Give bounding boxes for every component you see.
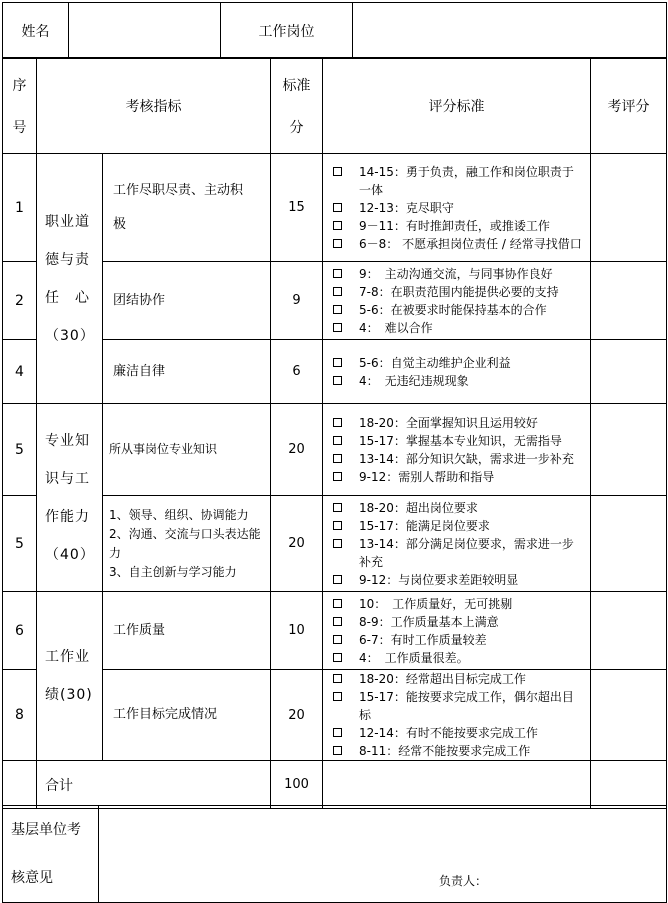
name-field[interactable] — [69, 3, 221, 59]
row-seq: 2 — [3, 262, 37, 340]
row-indicator: 工作尽职尽责、主动积 极 — [103, 154, 271, 262]
criteria-checkbox[interactable]: 18-20：经常超出目标完成工作 — [333, 670, 584, 688]
row-indicator: 团结协作 — [103, 262, 271, 340]
standard-points-header: 标准 分 — [271, 58, 323, 154]
table-row — [3, 154, 667, 262]
criteria-checkbox[interactable]: 9： 主动沟通交流，与同事协作良好 — [333, 265, 584, 283]
criteria-checkbox[interactable]: 8-9：工作质量基本上满意 — [333, 613, 584, 631]
footer-table — [2, 805, 667, 903]
row-score-field[interactable] — [591, 670, 667, 761]
criteria-checkbox[interactable]: 18-20：超出岗位要求 — [333, 499, 584, 517]
table-row — [3, 404, 667, 496]
row-points: 20 — [271, 670, 323, 761]
row-indicator: 工作目标完成情况 — [103, 670, 271, 761]
criteria-checkbox[interactable]: 13-14：部分满足岗位要求，需求进一步补充 — [333, 535, 584, 571]
unit-opinion-label: 基层单位考 核意见 — [3, 806, 99, 903]
row-points: 9 — [271, 262, 323, 340]
table-row — [3, 670, 667, 761]
table-row — [3, 262, 667, 340]
row-points: 20 — [271, 496, 323, 592]
criteria-checkbox[interactable]: 8-11：经常不能按要求完成工作 — [333, 742, 584, 760]
row-seq: 8 — [3, 670, 37, 761]
row-indicator: 工作质量 — [103, 592, 271, 670]
signer-label: 负责人： — [439, 874, 488, 888]
table-row — [3, 340, 667, 404]
criteria-checkbox[interactable]: 4： 工作质量很差。 — [333, 649, 584, 667]
category-performance: 工作业 绩(30) — [37, 592, 103, 761]
row-score-field[interactable] — [591, 496, 667, 592]
criteria-checkbox[interactable]: 6－8： 不愿承担岗位责任 / 经常寻找借口 — [333, 235, 584, 253]
criteria-checkbox[interactable]: 7-8：在职责范围内能提供必要的支持 — [333, 283, 584, 301]
header-table — [2, 2, 667, 59]
position-label: 工作岗位 — [221, 3, 353, 59]
category-skills: 专业知 识与工 作能力 （40） — [37, 404, 103, 592]
criteria-header: 评分标准 — [323, 58, 591, 154]
row-points: 20 — [271, 404, 323, 496]
row-criteria — [323, 496, 591, 592]
table-row — [3, 496, 667, 592]
row-score-field[interactable] — [591, 592, 667, 670]
criteria-checkbox[interactable]: 15-17：能按要求完成工作，偶尔超出目标 — [333, 688, 584, 724]
row-seq: 6 — [3, 592, 37, 670]
total-row — [3, 761, 667, 809]
row-seq: 1 — [3, 154, 37, 262]
criteria-checkbox[interactable]: 12-14：有时不能按要求完成工作 — [333, 724, 584, 742]
column-header-row — [3, 58, 667, 154]
criteria-checkbox[interactable]: 5-6：自觉主动维护企业利益 — [333, 354, 584, 372]
row-points: 10 — [271, 592, 323, 670]
row-points: 6 — [271, 340, 323, 404]
row-criteria — [323, 340, 591, 404]
table-row — [3, 592, 667, 670]
criteria-checkbox[interactable]: 10： 工作质量好，无可挑剔 — [333, 595, 584, 613]
row-seq: 5 — [3, 404, 37, 496]
criteria-checkbox[interactable]: 15-17：掌握基本专业知识，无需指导 — [333, 432, 584, 450]
row-indicator: 廉洁自律 — [103, 340, 271, 404]
criteria-checkbox[interactable]: 13-14：部分知识欠缺，需求进一步补充 — [333, 450, 584, 468]
name-label: 姓名 — [3, 3, 69, 59]
row-points: 15 — [271, 154, 323, 262]
row-score-field[interactable] — [591, 340, 667, 404]
row-seq: 5 — [3, 496, 37, 592]
row-score-field[interactable] — [591, 262, 667, 340]
row-criteria — [323, 154, 591, 262]
criteria-checkbox[interactable]: 15-17：能满足岗位要求 — [333, 517, 584, 535]
seq-header: 序 号 — [3, 58, 37, 154]
row-seq: 4 — [3, 340, 37, 404]
score-header: 考评分 — [591, 58, 667, 154]
total-points: 100 — [271, 761, 323, 809]
total-score-field[interactable] — [591, 761, 667, 809]
row-criteria — [323, 592, 591, 670]
unit-opinion-field[interactable] — [99, 806, 667, 903]
criteria-checkbox[interactable]: 6-7：有时工作质量较差 — [333, 631, 584, 649]
row-criteria — [323, 262, 591, 340]
criteria-checkbox[interactable]: 14-15：勇于负责，融工作和岗位职责于一体 — [333, 163, 584, 199]
indicator-header: 考核指标 — [37, 58, 271, 154]
total-label: 合计 — [37, 761, 271, 809]
category-ethics: 职业道 德与责 任 心 （30） — [37, 154, 103, 404]
row-criteria — [323, 670, 591, 761]
row-indicator: 1、领导、组织、协调能力 2、沟通、交流与口头表达能力 3、自主创新与学习能力 — [103, 496, 271, 592]
row-score-field[interactable] — [591, 154, 667, 262]
criteria-checkbox[interactable]: 9－11：有时推卸责任，或推诿工作 — [333, 217, 584, 235]
criteria-checkbox[interactable]: 4： 无违纪违规现象 — [333, 372, 584, 390]
position-field[interactable] — [353, 3, 667, 59]
criteria-checkbox[interactable]: 12-13：克尽职守 — [333, 199, 584, 217]
criteria-checkbox[interactable]: 9-12：需别人帮助和指导 — [333, 468, 584, 486]
criteria-checkbox[interactable]: 4： 难以合作 — [333, 319, 584, 337]
total-criteria-cell — [323, 761, 591, 809]
row-criteria — [323, 404, 591, 496]
row-score-field[interactable] — [591, 404, 667, 496]
criteria-checkbox[interactable]: 18-20：全面掌握知识且运用较好 — [333, 414, 584, 432]
criteria-checkbox[interactable]: 9-12：与岗位要求差距较明显 — [333, 571, 584, 589]
assessment-table — [2, 57, 667, 809]
criteria-checkbox[interactable]: 5-6：在被要求时能保持基本的合作 — [333, 301, 584, 319]
row-indicator: 所从事岗位专业知识 — [103, 404, 271, 496]
